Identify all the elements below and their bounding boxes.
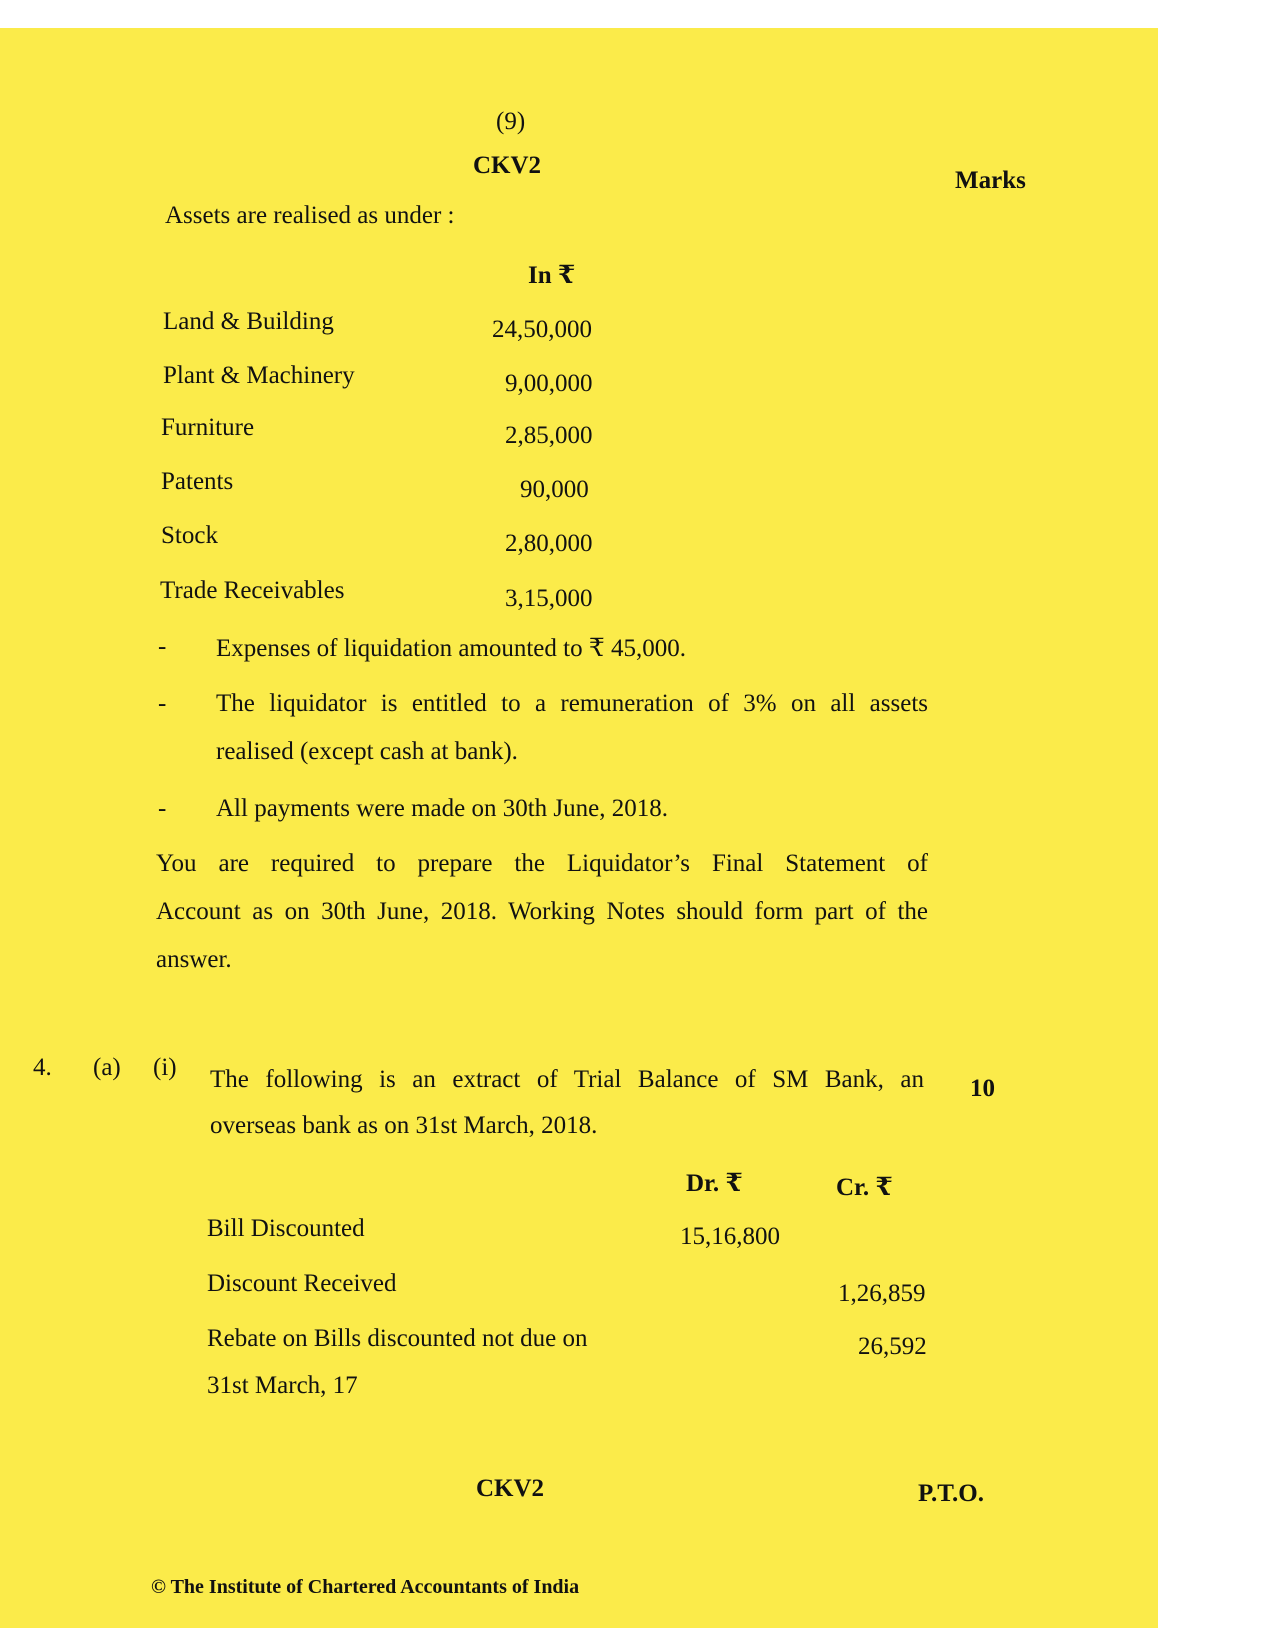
bullet-remuneration: The liquidator is entitled to a remuneration of 3% on all assets	[216, 690, 928, 717]
tb-cr-amount: 26,592	[858, 1333, 927, 1360]
asset-label: Stock	[161, 522, 218, 549]
exam-page	[0, 28, 1158, 1628]
asset-label: Patents	[161, 468, 234, 495]
bullet-dash: -	[158, 795, 167, 822]
question-part: (a)	[93, 1054, 121, 1081]
tb-label-cont: 31st March, 17	[207, 1372, 358, 1399]
marks-heading: Marks	[955, 167, 1026, 194]
bullet-expenses: Expenses of liquidation amounted to ₹ 45,000.	[216, 635, 687, 662]
tb-cr-amount: 1,26,859	[838, 1280, 926, 1307]
bullet-remuneration-cont: realised (except cash at bank).	[216, 738, 518, 765]
tb-dr-amount: 15,16,800	[680, 1223, 780, 1250]
unit-heading: In ₹	[528, 262, 576, 289]
question-text: The following is an extract of Trial Balance of SM Bank, an	[210, 1066, 924, 1093]
copyright-notice: © The Institute of Chartered Accountants of India	[151, 1576, 580, 1598]
bullet-dash: -	[158, 690, 167, 717]
asset-amount: 9,00,000	[505, 370, 593, 397]
page-number: (9)	[496, 108, 526, 135]
instruction-line: You are required to prepare the Liquidator’s Final Statement of	[156, 850, 928, 877]
asset-label: Furniture	[161, 414, 255, 441]
asset-amount: 2,85,000	[505, 422, 593, 449]
asset-amount: 3,15,000	[505, 585, 593, 612]
question-marks: 10	[970, 1075, 995, 1102]
bullet-payments: All payments were made on 30th June, 2018.	[216, 795, 668, 822]
asset-amount: 2,80,000	[505, 530, 593, 557]
question-subpart: (i)	[153, 1054, 177, 1081]
instruction-line: Account as on 30th June, 2018. Working Notes should form part of the	[156, 898, 928, 925]
dr-header: Dr. ₹	[686, 1170, 743, 1197]
tb-label: Discount Received	[207, 1270, 397, 1297]
tb-label: Bill Discounted	[207, 1215, 365, 1242]
tb-label: Rebate on Bills discounted not due on	[207, 1325, 588, 1352]
asset-label: Land & Building	[163, 308, 334, 335]
question-text: overseas bank as on 31st March, 2018.	[210, 1112, 598, 1139]
instruction-line: answer.	[156, 946, 232, 973]
pto-label: P.T.O.	[918, 1480, 984, 1507]
asset-amount: 24,50,000	[492, 316, 592, 343]
footer-code: CKV2	[476, 1475, 545, 1502]
paper-code: CKV2	[473, 152, 542, 179]
assets-intro: Assets are realised as under :	[165, 202, 455, 229]
asset-amount: 90,000	[520, 476, 589, 503]
cr-header: Cr. ₹	[836, 1174, 893, 1201]
question-number: 4.	[33, 1054, 52, 1081]
asset-label: Plant & Machinery	[163, 362, 355, 389]
asset-label: Trade Receivables	[160, 577, 345, 604]
bullet-dash: -	[158, 633, 167, 660]
